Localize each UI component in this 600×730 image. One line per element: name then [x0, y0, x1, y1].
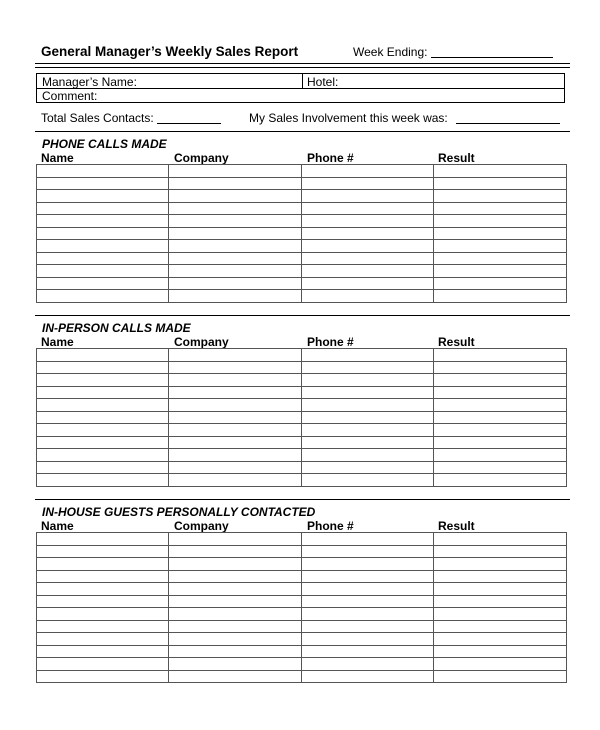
- company-cell[interactable]: [169, 658, 302, 671]
- column-header-company: Company: [174, 151, 229, 165]
- result-cell[interactable]: [434, 227, 567, 240]
- name-cell[interactable]: [37, 658, 169, 671]
- name-cell[interactable]: [37, 374, 169, 387]
- table-row: [37, 177, 567, 190]
- table-row: [37, 608, 567, 621]
- result-cell[interactable]: [434, 177, 567, 190]
- company-cell[interactable]: [169, 202, 302, 215]
- hotel-field[interactable]: Hotel:: [307, 75, 339, 89]
- column-header-name: Name: [41, 335, 74, 349]
- table-row: [37, 374, 567, 387]
- name-cell[interactable]: [37, 349, 169, 362]
- result-cell[interactable]: [434, 595, 567, 608]
- result-cell[interactable]: [434, 252, 567, 265]
- company-cell[interactable]: [169, 240, 302, 253]
- name-cell[interactable]: [37, 424, 169, 437]
- table-row: [37, 474, 567, 487]
- name-cell[interactable]: [37, 277, 169, 290]
- table-row: [37, 620, 567, 633]
- comment-field[interactable]: Comment:: [42, 89, 98, 103]
- manager-name-field[interactable]: Manager’s Name:: [42, 75, 137, 89]
- column-header-name: Name: [41, 151, 74, 165]
- result-cell[interactable]: [434, 474, 567, 487]
- table-row: [37, 533, 567, 546]
- table-row: [37, 436, 567, 449]
- name-cell[interactable]: [37, 608, 169, 621]
- company-cell[interactable]: [169, 558, 302, 571]
- header-double-rule: [35, 63, 570, 68]
- company-cell[interactable]: [169, 583, 302, 596]
- name-cell[interactable]: [37, 265, 169, 278]
- company-cell[interactable]: [169, 361, 302, 374]
- result-cell[interactable]: [434, 558, 567, 571]
- name-cell[interactable]: [37, 190, 169, 203]
- name-cell[interactable]: [37, 558, 169, 571]
- result-cell[interactable]: [434, 449, 567, 462]
- name-cell[interactable]: [37, 595, 169, 608]
- result-cell[interactable]: [434, 658, 567, 671]
- name-cell[interactable]: [37, 670, 169, 683]
- name-cell[interactable]: [37, 202, 169, 215]
- name-cell[interactable]: [37, 570, 169, 583]
- company-cell[interactable]: [169, 386, 302, 399]
- name-cell[interactable]: [37, 436, 169, 449]
- phone-cell[interactable]: [302, 620, 434, 633]
- table-row: [37, 165, 567, 178]
- company-cell[interactable]: [169, 252, 302, 265]
- company-cell[interactable]: [169, 411, 302, 424]
- week-ending-field[interactable]: [431, 57, 553, 58]
- table-row: [37, 215, 567, 228]
- phone-cell[interactable]: [302, 399, 434, 412]
- week-ending-label: Week Ending:: [353, 45, 428, 59]
- column-header-name: Name: [41, 519, 74, 533]
- name-cell[interactable]: [37, 411, 169, 424]
- section-rule: [35, 131, 570, 132]
- company-cell[interactable]: [169, 670, 302, 683]
- table-row: [37, 424, 567, 437]
- phone-cell[interactable]: [302, 361, 434, 374]
- company-cell[interactable]: [169, 449, 302, 462]
- result-cell[interactable]: [434, 349, 567, 362]
- result-cell[interactable]: [434, 583, 567, 596]
- table-row: [37, 570, 567, 583]
- result-cell[interactable]: [434, 461, 567, 474]
- phone-cell[interactable]: [302, 658, 434, 671]
- sales-involvement-label: My Sales Involvement this week was:: [249, 111, 448, 125]
- phone-cell[interactable]: [302, 252, 434, 265]
- name-cell[interactable]: [37, 620, 169, 633]
- result-cell[interactable]: [434, 670, 567, 683]
- result-cell[interactable]: [434, 265, 567, 278]
- table-row: [37, 190, 567, 203]
- name-cell[interactable]: [37, 177, 169, 190]
- in-house-guests-table: [36, 532, 567, 683]
- result-cell[interactable]: [434, 620, 567, 633]
- total-sales-contacts-label: Total Sales Contacts:: [41, 111, 154, 125]
- phone-cell[interactable]: [302, 349, 434, 362]
- table-row: [37, 449, 567, 462]
- column-header-company: Company: [174, 519, 229, 533]
- section-title: PHONE CALLS MADE: [42, 137, 167, 151]
- result-cell[interactable]: [434, 399, 567, 412]
- result-cell[interactable]: [434, 202, 567, 215]
- company-cell[interactable]: [169, 190, 302, 203]
- table-row: [37, 361, 567, 374]
- name-cell[interactable]: [37, 361, 169, 374]
- result-cell[interactable]: [434, 533, 567, 546]
- name-cell[interactable]: [37, 240, 169, 253]
- phone-cell[interactable]: [302, 570, 434, 583]
- phone-calls-table: [36, 164, 567, 303]
- name-cell[interactable]: [37, 461, 169, 474]
- column-header-phone: Phone #: [307, 151, 354, 165]
- phone-cell[interactable]: [302, 386, 434, 399]
- company-cell[interactable]: [169, 436, 302, 449]
- phone-cell[interactable]: [302, 190, 434, 203]
- phone-cell[interactable]: [302, 670, 434, 683]
- company-cell[interactable]: [169, 399, 302, 412]
- result-cell[interactable]: [434, 165, 567, 178]
- phone-cell[interactable]: [302, 277, 434, 290]
- company-cell[interactable]: [169, 165, 302, 178]
- name-cell[interactable]: [37, 290, 169, 303]
- table-row: [37, 583, 567, 596]
- name-cell[interactable]: [37, 399, 169, 412]
- phone-cell[interactable]: [302, 545, 434, 558]
- table-row: [37, 658, 567, 671]
- phone-cell[interactable]: [302, 215, 434, 228]
- company-cell[interactable]: [169, 265, 302, 278]
- company-cell[interactable]: [169, 533, 302, 546]
- section-title: IN-PERSON CALLS MADE: [42, 321, 191, 335]
- name-cell[interactable]: [37, 227, 169, 240]
- name-cell[interactable]: [37, 474, 169, 487]
- name-cell[interactable]: [37, 165, 169, 178]
- company-cell[interactable]: [169, 570, 302, 583]
- name-cell[interactable]: [37, 633, 169, 646]
- table-row: [37, 645, 567, 658]
- company-cell[interactable]: [169, 177, 302, 190]
- table-row: [37, 399, 567, 412]
- result-cell[interactable]: [434, 374, 567, 387]
- company-cell[interactable]: [169, 424, 302, 437]
- company-cell[interactable]: [169, 645, 302, 658]
- table-row: [37, 545, 567, 558]
- company-cell[interactable]: [169, 277, 302, 290]
- in-person-calls-table: [36, 348, 567, 487]
- phone-cell[interactable]: [302, 227, 434, 240]
- company-cell[interactable]: [169, 374, 302, 387]
- phone-cell[interactable]: [302, 583, 434, 596]
- table-row: [37, 290, 567, 303]
- name-cell[interactable]: [37, 215, 169, 228]
- column-header-result: Result: [438, 151, 475, 165]
- result-cell[interactable]: [434, 633, 567, 646]
- company-cell[interactable]: [169, 595, 302, 608]
- phone-cell[interactable]: [302, 608, 434, 621]
- company-cell[interactable]: [169, 633, 302, 646]
- company-cell[interactable]: [169, 620, 302, 633]
- result-cell[interactable]: [434, 240, 567, 253]
- result-cell[interactable]: [434, 436, 567, 449]
- result-cell[interactable]: [434, 645, 567, 658]
- phone-cell[interactable]: [302, 202, 434, 215]
- phone-cell[interactable]: [302, 177, 434, 190]
- phone-cell[interactable]: [302, 165, 434, 178]
- name-cell[interactable]: [37, 252, 169, 265]
- phone-cell[interactable]: [302, 374, 434, 387]
- table-row: [37, 670, 567, 683]
- table-row: [37, 265, 567, 278]
- result-cell[interactable]: [434, 215, 567, 228]
- phone-cell[interactable]: [302, 595, 434, 608]
- company-cell[interactable]: [169, 545, 302, 558]
- sales-involvement-field[interactable]: [456, 123, 560, 124]
- company-cell[interactable]: [169, 461, 302, 474]
- table-row: [37, 240, 567, 253]
- phone-cell[interactable]: [302, 558, 434, 571]
- phone-cell[interactable]: [302, 533, 434, 546]
- table-row: [37, 277, 567, 290]
- table-row: [37, 202, 567, 215]
- section-rule: [35, 315, 570, 316]
- phone-cell[interactable]: [302, 411, 434, 424]
- phone-cell[interactable]: [302, 474, 434, 487]
- section-rule: [35, 499, 570, 500]
- table-row: [37, 252, 567, 265]
- company-cell[interactable]: [169, 215, 302, 228]
- phone-cell[interactable]: [302, 240, 434, 253]
- column-header-result: Result: [438, 335, 475, 349]
- result-cell[interactable]: [434, 277, 567, 290]
- table-row: [37, 595, 567, 608]
- name-cell[interactable]: [37, 449, 169, 462]
- phone-cell[interactable]: [302, 633, 434, 646]
- name-cell[interactable]: [37, 386, 169, 399]
- manager-hotel-divider: [302, 74, 303, 89]
- phone-cell[interactable]: [302, 265, 434, 278]
- phone-cell[interactable]: [302, 449, 434, 462]
- result-cell[interactable]: [434, 361, 567, 374]
- table-row: [37, 386, 567, 399]
- table-row: [37, 411, 567, 424]
- result-cell[interactable]: [434, 290, 567, 303]
- company-cell[interactable]: [169, 227, 302, 240]
- company-cell[interactable]: [169, 474, 302, 487]
- table-row: [37, 558, 567, 571]
- manager-info-box: [36, 73, 565, 103]
- company-cell[interactable]: [169, 290, 302, 303]
- phone-cell[interactable]: [302, 461, 434, 474]
- phone-cell[interactable]: [302, 645, 434, 658]
- table-row: [37, 461, 567, 474]
- result-cell[interactable]: [434, 411, 567, 424]
- name-cell[interactable]: [37, 545, 169, 558]
- result-cell[interactable]: [434, 570, 567, 583]
- column-header-result: Result: [438, 519, 475, 533]
- result-cell[interactable]: [434, 386, 567, 399]
- table-row: [37, 349, 567, 362]
- total-sales-contacts-field[interactable]: [157, 123, 221, 124]
- company-cell[interactable]: [169, 608, 302, 621]
- table-row: [37, 633, 567, 646]
- result-cell[interactable]: [434, 190, 567, 203]
- name-cell[interactable]: [37, 583, 169, 596]
- section-title: IN-HOUSE GUESTS PERSONALLY CONTACTED: [42, 505, 316, 519]
- name-cell[interactable]: [37, 645, 169, 658]
- name-cell[interactable]: [37, 533, 169, 546]
- result-cell[interactable]: [434, 545, 567, 558]
- column-header-company: Company: [174, 335, 229, 349]
- phone-cell[interactable]: [302, 436, 434, 449]
- result-cell[interactable]: [434, 424, 567, 437]
- phone-cell[interactable]: [302, 424, 434, 437]
- column-header-phone: Phone #: [307, 519, 354, 533]
- company-cell[interactable]: [169, 349, 302, 362]
- report-title: General Manager’s Weekly Sales Report: [41, 44, 299, 59]
- phone-cell[interactable]: [302, 290, 434, 303]
- table-row: [37, 227, 567, 240]
- result-cell[interactable]: [434, 608, 567, 621]
- column-header-phone: Phone #: [307, 335, 354, 349]
